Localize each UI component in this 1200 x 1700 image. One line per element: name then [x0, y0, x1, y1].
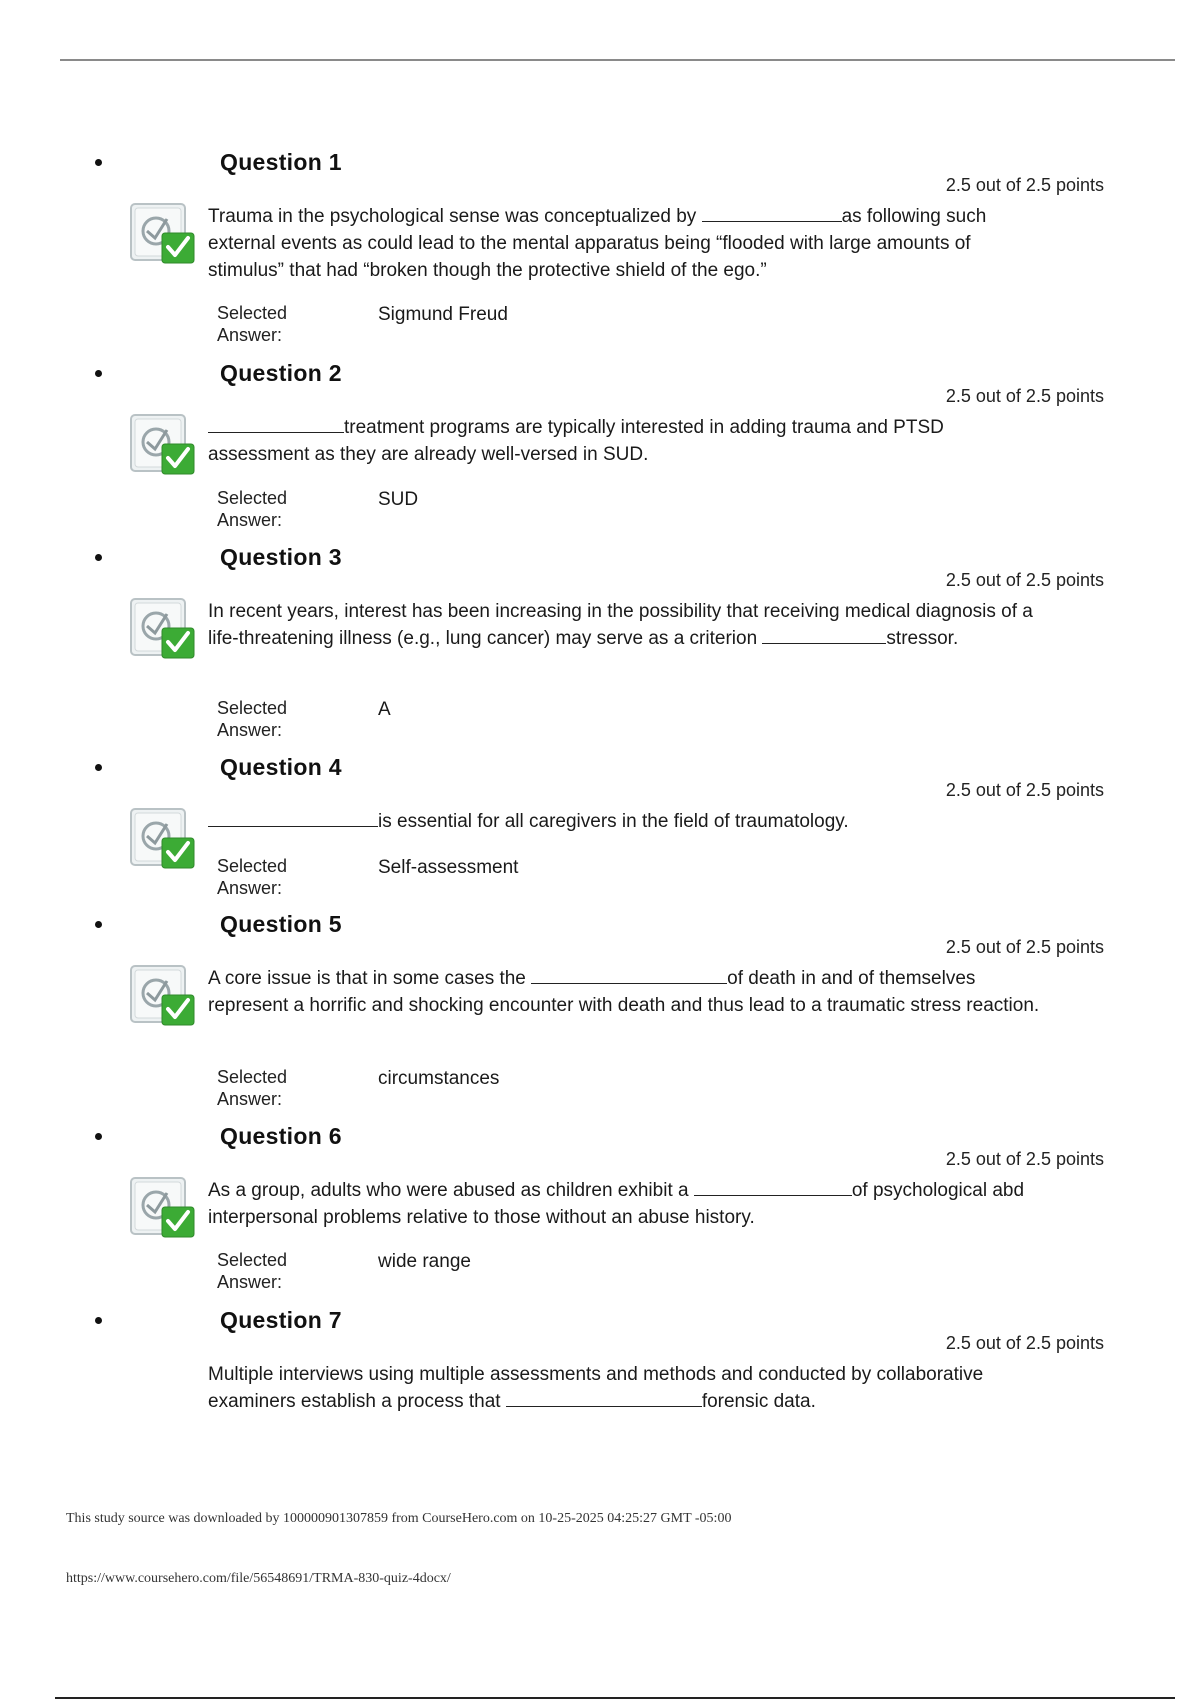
selected-answer-value: circumstances	[378, 1068, 500, 1089]
selected-answer-label: Selected Answer:	[217, 303, 288, 345]
correct-checkmark-icon	[130, 596, 196, 660]
points-score: 2.5 out of 2.5 points	[945, 1333, 1104, 1353]
question-title: Question 5	[220, 911, 342, 937]
question-text-segment: of psychological abd interpersonal problems relative to those without an abuse history.	[208, 1180, 1025, 1228]
selected-answer-value: wide range	[378, 1251, 471, 1272]
correct-checkmark-icon	[130, 201, 196, 265]
bullet-marker	[95, 764, 102, 771]
question-text-segment: treatment programs are typically interested in adding trauma and PTSD assessment as they are already well-versed in SUD.	[208, 417, 944, 465]
source-url[interactable]: https://www.coursehero.com/file/56548691/TRMA-830-quiz-4docx/	[66, 1571, 451, 1586]
selected-answer-label: Selected Answer:	[217, 488, 288, 530]
question-text-segment: forensic data.	[701, 1391, 816, 1412]
fill-in-blank	[531, 965, 727, 984]
bullet-marker	[95, 370, 102, 377]
fill-in-blank	[694, 1177, 852, 1196]
selected-answer-label: Selected Answer:	[217, 1067, 288, 1109]
download-notice: This study source was downloaded by 100000901307859 from CourseHero.com on 10-25-2025 04:25:27 GMT -05:00	[66, 1511, 732, 1526]
correct-checkmark-icon	[130, 806, 196, 870]
question-title: Question 2	[220, 360, 342, 386]
points-score: 2.5 out of 2.5 points	[945, 1149, 1104, 1169]
question-text-segment: is essential for all caregivers in the field of traumatology.	[378, 811, 849, 832]
points-score: 2.5 out of 2.5 points	[945, 937, 1104, 957]
bullet-marker	[95, 921, 102, 928]
selected-answer-label: Selected Answer:	[217, 1250, 288, 1292]
selected-answer-label: Selected Answer:	[217, 856, 288, 898]
question-title: Question 1	[220, 149, 342, 175]
top-divider	[60, 59, 1175, 61]
bullet-marker	[95, 159, 102, 166]
bullet-marker	[95, 1317, 102, 1324]
question-text-segment: of death in and of themselves represent a horrific and shocking encounter with death and thus lead to a traumatic stress reaction.	[208, 968, 1040, 1016]
question-text-segment: stressor.	[886, 628, 959, 649]
points-score: 2.5 out of 2.5 points	[945, 386, 1104, 406]
bullet-marker	[95, 554, 102, 561]
fill-in-blank	[506, 1388, 702, 1407]
question-text	[208, 414, 1048, 468]
question-title: Question 3	[220, 544, 342, 570]
selected-answer-value: SUD	[378, 489, 419, 510]
points-score: 2.5 out of 2.5 points	[945, 570, 1104, 590]
question-title: Question 4	[220, 754, 342, 780]
bullet-marker	[95, 1133, 102, 1140]
selected-answer-value: Self-assessment	[378, 857, 519, 878]
question-text	[208, 203, 1048, 284]
question-text-segment: as following such external events as could lead to the mental apparatus being “flooded with large amounts of stimulus” that had “broken though the protective shield of the ego.”	[208, 206, 987, 281]
question-title: Question 6	[220, 1123, 342, 1149]
selected-answer-label: Selected Answer:	[217, 698, 288, 740]
question-text-segment: Trauma in the psychological sense was conceptualized by	[208, 206, 702, 227]
correct-checkmark-icon	[130, 1175, 196, 1239]
question-text-segment: A core issue is that in some cases the	[208, 968, 532, 989]
question-text	[208, 1361, 1048, 1415]
points-score: 2.5 out of 2.5 points	[945, 780, 1104, 800]
question-text	[208, 598, 1048, 652]
selected-answer-value: Sigmund Freud	[378, 304, 508, 325]
question-text-segment: As a group, adults who were abused as children exhibit a	[208, 1180, 694, 1201]
fill-in-blank	[762, 625, 886, 644]
question-text	[208, 1177, 1048, 1231]
question-text-segment: Multiple interviews using multiple assessments and methods and conducted by collaborative examiners establish a process that	[208, 1364, 984, 1412]
correct-checkmark-icon	[130, 963, 196, 1027]
fill-in-blank	[208, 414, 344, 433]
question-text	[208, 808, 1048, 835]
question-text	[208, 965, 1048, 1019]
question-title: Question 7	[220, 1307, 342, 1333]
fill-in-blank	[208, 808, 378, 827]
selected-answer-value: A	[378, 699, 391, 720]
correct-checkmark-icon	[130, 412, 196, 476]
points-score: 2.5 out of 2.5 points	[945, 175, 1104, 195]
fill-in-blank	[702, 203, 842, 222]
bottom-divider	[55, 1697, 1175, 1699]
question-text-segment: In recent years, interest has been increasing in the possibility that receiving medical diagnosis of a life-threatening illness (e.g., lung cancer) may serve as a criterion	[208, 601, 1033, 649]
